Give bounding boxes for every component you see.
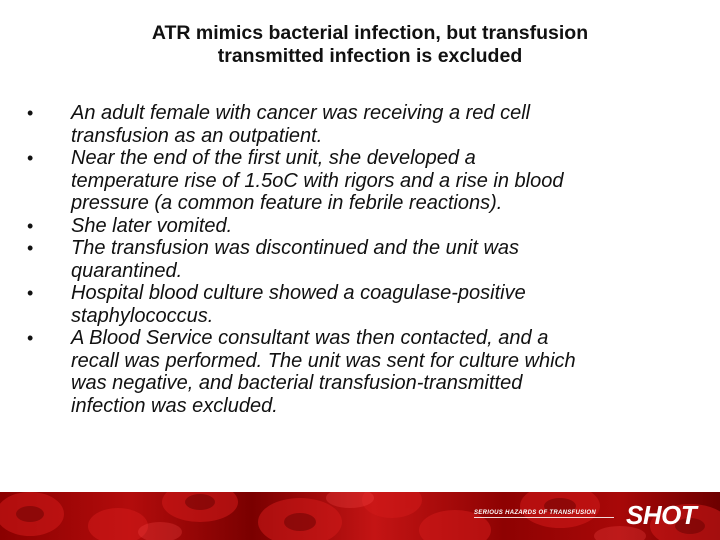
bullet-line: Near the end of the first unit, she developed a	[71, 147, 476, 169]
bullet-dot-icon: •	[27, 103, 34, 123]
bullet-line: quarantined.	[71, 259, 183, 282]
bullet-line: transfusion as an outpatient.	[71, 124, 323, 147]
bullet-line: recall was performed. The unit was sent for culture which	[71, 349, 576, 372]
bullet-dot-icon: •	[27, 328, 34, 348]
bullet-list	[25, 102, 695, 417]
bullet-line: Hospital blood culture showed a coagulase-positive	[71, 282, 526, 304]
bullet-item	[25, 215, 695, 238]
bullet-item	[25, 147, 695, 215]
bullet-line: staphylococcus.	[71, 304, 214, 327]
footer-tagline: SERIOUS HAZARDS OF TRANSFUSION	[474, 510, 614, 518]
bullet-line: The transfusion was discontinued and the unit was	[71, 237, 520, 259]
bullet-item	[25, 102, 695, 147]
bullet-line: A Blood Service consultant was then contacted, and a	[71, 327, 549, 349]
bullet-line: temperature rise of 1.5oC with rigors and a rise in blood	[71, 169, 564, 192]
bullet-dot-icon: •	[27, 215, 34, 236]
bullet-item	[25, 237, 695, 282]
slide-title-line-1: ATR mimics bacterial infection, but transfusion	[151, 22, 589, 44]
bullet-item	[25, 327, 695, 417]
bullet-dot-icon: •	[27, 238, 34, 258]
bullet-line: pressure (a common feature in febrile reactions).	[71, 192, 503, 214]
shot-logo: SHOT	[626, 500, 697, 530]
bullet-line: infection was excluded.	[71, 394, 278, 417]
bullet-line: She later vomited.	[71, 214, 233, 237]
slide-title-line-2: transmitted infection is excluded	[217, 45, 523, 67]
bullet-item	[25, 282, 695, 327]
footer-banner	[0, 492, 720, 540]
slide-title	[60, 22, 680, 68]
bullet-line: An adult female with cancer was receiving a red cell	[71, 102, 531, 124]
bullet-dot-icon: •	[27, 283, 34, 303]
bullet-line: was negative, and bacterial transfusion-transmitted	[71, 372, 523, 394]
bullet-dot-icon: •	[27, 148, 34, 168]
